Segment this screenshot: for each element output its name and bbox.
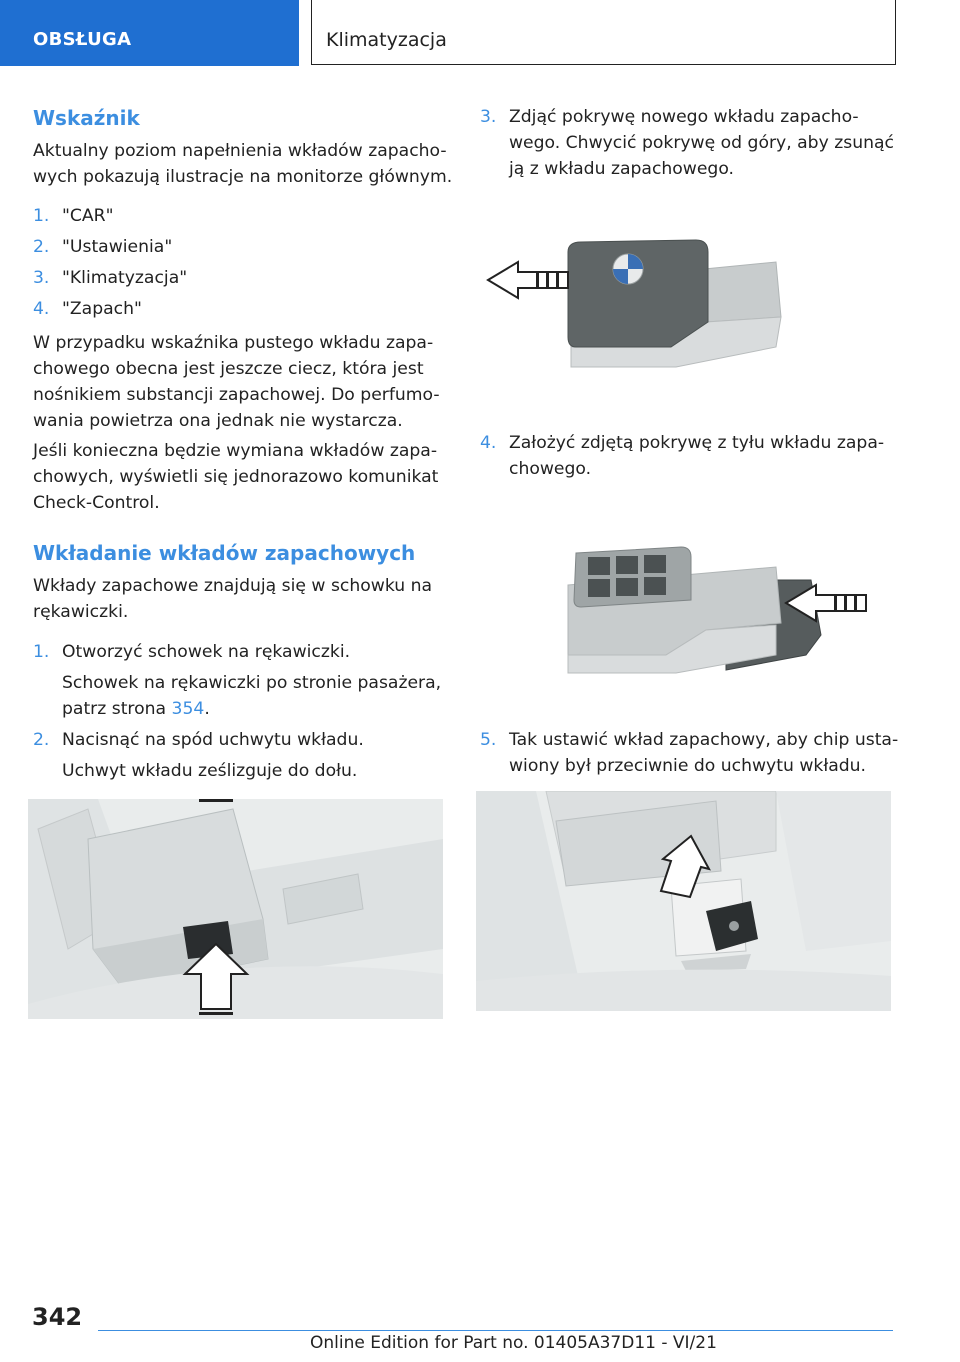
step-num: 5.	[480, 730, 497, 750]
menu-step-num: 2.	[33, 237, 50, 257]
para1-line: wania powietrza ona jednak nie wystarcza.	[33, 411, 403, 431]
step-num: 3.	[480, 107, 497, 127]
chapter-label: Klimatyzacja	[326, 29, 447, 51]
para3-line: rękawiczki.	[33, 602, 129, 622]
ref-suffix: .	[204, 699, 210, 719]
step-line: Tak ustawić wkład zapachowy, aby chip usta-	[509, 730, 899, 750]
cartridge-cover-drawing	[476, 222, 891, 392]
para2-line: Jeśli konieczna będzie wymiana wkładów zapa-	[33, 441, 438, 461]
para1-line: chowego obecna jest jeszcze ciecz, która jest	[33, 359, 424, 379]
cartridge-cover-illustration	[476, 222, 891, 392]
insert-cartridge-drawing	[476, 791, 891, 1011]
step-line: ją z wkładu zapachowego.	[509, 159, 735, 179]
step-text: Otworzyć schowek na rękawiczki.	[62, 642, 351, 662]
intro-line-2: wych pokazują ilustracje na monitorze głównym.	[33, 167, 453, 187]
step-line: wiony był przeciwnie do uchwytu wkładu.	[509, 756, 867, 776]
cartridge-back-drawing	[476, 525, 891, 695]
step-text: Nacisnąć na spód uchwytu wkładu.	[62, 730, 364, 750]
ref-prefix: patrz strona	[62, 699, 172, 719]
menu-step-text: "Ustawienia"	[62, 237, 173, 257]
heading-inserting: Wkładanie wkładów zapachowych	[33, 541, 416, 565]
para2-line: Check-Control.	[33, 493, 160, 513]
chapter-tab	[311, 0, 896, 65]
step-num: 2.	[33, 730, 50, 750]
glovebox-drawing	[28, 799, 443, 1019]
step-num: 1.	[33, 642, 50, 662]
menu-step-text: "Klimatyzacja"	[62, 268, 188, 288]
para1-line: W przypadku wskaźnika pustego wkładu zapa-	[33, 333, 434, 353]
menu-step-num: 1.	[33, 206, 50, 226]
menu-step-num: 4.	[33, 299, 50, 319]
menu-step-text: "Zapach"	[62, 299, 142, 319]
step-sub: Schowek na rękawiczki po stronie pasażera,	[62, 673, 442, 693]
step-line: wego. Chwycić pokrywę od góry, aby zsunąć	[509, 133, 894, 153]
menu-step-num: 3.	[33, 268, 50, 288]
insert-cartridge-illustration	[476, 791, 891, 1011]
step-line: chowego.	[509, 459, 592, 479]
glovebox-illustration	[28, 799, 443, 1019]
step-sub: Uchwyt wkładu ześlizguje do dołu.	[62, 761, 358, 781]
heading-indicator: Wskaźnik	[33, 106, 140, 130]
section-label: OBSŁUGA	[33, 29, 132, 50]
para2-line: chowych, wyświetli się jednorazowo komunikat	[33, 467, 439, 487]
menu-step-text: "CAR"	[62, 206, 114, 226]
step-num: 4.	[480, 433, 497, 453]
section-tab	[0, 0, 299, 66]
para1-line: nośnikiem substancji zapachowej. Do perfumo-	[33, 385, 440, 405]
step-sub-ref	[62, 696, 210, 722]
step-line: Zdjąć pokrywę nowego wkładu zapacho-	[509, 107, 859, 127]
cartridge-back-illustration	[476, 525, 891, 695]
page-link[interactable]: 354	[171, 699, 205, 719]
intro-line-1: Aktualny poziom napełnienia wkładów zapacho-	[33, 141, 447, 161]
step-line: Założyć zdjętą pokrywę z tyłu wkładu zapa-	[509, 433, 885, 453]
para3-line: Wkłady zapachowe znajdują się w schowku na	[33, 576, 433, 596]
page-number: 342	[32, 1303, 83, 1331]
footer-divider	[98, 1330, 893, 1331]
edition-note: Online Edition for Part no. 01405A37D11 - VI/21	[310, 1333, 717, 1353]
